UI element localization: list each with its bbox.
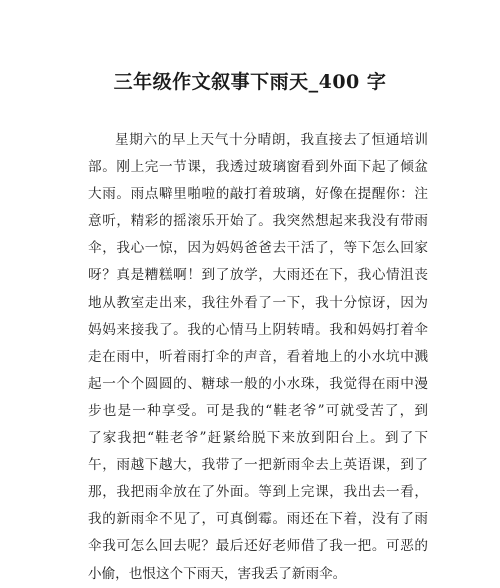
document-title: 三年级作文叙事下雨天_400 字	[113, 71, 387, 93]
paragraph-line: 地从教室走出来，我往外看了一下，我十分惊讶，因为	[88, 294, 428, 311]
paragraph-line: 星期六的早上天气十分晴朗，我直接去了恒通培训	[115, 132, 428, 148]
paragraph-line: 伞，我心一惊，因为妈妈爸爸去干活了，等下怎么回家	[88, 240, 428, 257]
paragraph-line: 了家我把“鞋老爷”赶紧给脱下来放到阳台上。到了下	[88, 430, 428, 447]
paragraph-line: 意听，精彩的摇滚乐开始了。我突然想起来我没有带雨	[88, 213, 428, 230]
paragraph-line: 我的新雨伞不见了，可真倒霉。雨还在下着，没有了雨	[88, 511, 428, 528]
paragraph-line: 伞我可怎么回去呢？最后还好老师借了我一把。可恶的	[88, 538, 428, 555]
paragraph-line: 小偷，也恨这个下雨天，害我丢了新雨伞。	[88, 565, 347, 582]
paragraph-line: 起一个个圆圆的、糖球一般的小水珠，我觉得在雨中漫	[88, 375, 428, 392]
document-body	[88, 127, 428, 588]
paragraph-line: 那，我把雨伞放在了外面。等到上完课，我出去一看，	[88, 484, 428, 501]
paragraph-line: 走在雨中，听着雨打伞的声音，看着地上的小水坑中溅	[88, 348, 428, 365]
paragraph-line: 部。刚上完一节课，我透过玻璃窗看到外面下起了倾盆	[88, 159, 428, 176]
paragraph-line: 呀？真是糟糕啊！到了放学，大雨还在下，我心情沮丧	[88, 267, 428, 284]
paragraph-line: 午，雨越下越大，我带了一把新雨伞去上英语课，到了	[88, 457, 428, 474]
paragraph-line: 妈妈来接我了。我的心情马上阴转晴。我和妈妈打着伞	[88, 321, 428, 338]
paragraph-line: 步也是一种享受。可是我的“鞋老爷”可就受苦了，到	[88, 402, 428, 419]
paragraph-line: 大雨。雨点噼里啪啦的敲打着玻璃，好像在提醒你：注	[88, 186, 428, 203]
